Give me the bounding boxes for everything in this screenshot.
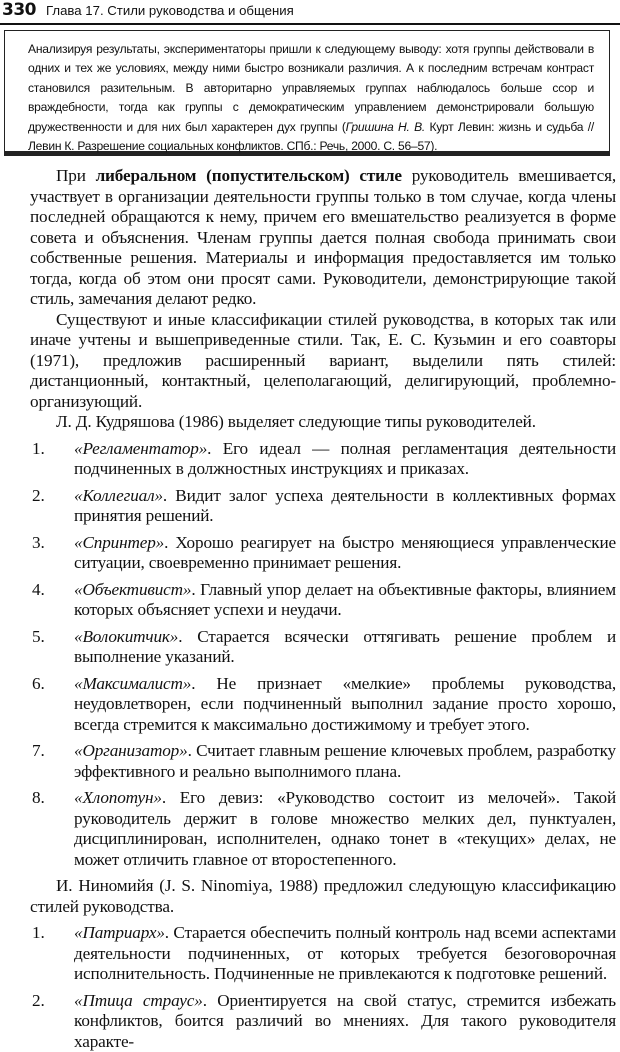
quote-text — [28, 40, 594, 156]
list-term: «Коллегиал» — [74, 486, 163, 505]
p1-start: При — [56, 166, 96, 185]
header-rule — [0, 23, 620, 25]
paragraph-kudryashova: Л. Д. Кудряшова (1986) выделяет следующие типы руководителей. — [30, 412, 616, 433]
kudryashova-list — [30, 439, 616, 871]
list-term: «Волокитчик» — [74, 627, 178, 646]
list-number: 7. — [32, 741, 45, 762]
list-number: 8. — [32, 788, 45, 809]
list-text: . Хорошо реагирует на быстро меняющиеся управленческие ситуации, своевременно принимает решения. — [74, 533, 616, 573]
list-text: . Главный упор делает на объективные факторы, влиянием которых объясняет успехи и неудачи. — [74, 580, 616, 620]
list-term: «Объективист» — [74, 580, 191, 599]
list-item — [30, 533, 616, 574]
list-term: «Регламентатор» — [74, 439, 207, 458]
list-text: . Не признает «мелкие» проблемы руководства, неудовлетворен, если подчиненный выполнил задание просто хорошо, всегда стремится к максимально достижимому и требует этого. — [74, 674, 616, 734]
p1-rest: руководитель вмешивается, участвует в организации деятельности группы только в том случае, когда члены последней обращаются к нему, причем его вмешательство реализуется в форме совета и объяснения. Членам группы дается полная свобода принимать свои собственные решения. Материалы и информация предоставляется им только тогда, когда об этом они просят сами. Руководители, демонстрирующие такой стиль, замечания делают редко. — [30, 166, 616, 308]
list-item — [30, 788, 616, 870]
list-item — [30, 486, 616, 527]
page-number: 330 — [2, 0, 36, 20]
list-term: «Спринтер» — [74, 533, 164, 552]
list-number: 6. — [32, 674, 45, 695]
list-number: 2. — [32, 991, 45, 1012]
list-term: «Организатор» — [74, 741, 188, 760]
body-text — [30, 166, 616, 1052]
list-number: 1. — [32, 923, 45, 944]
list-number: 1. — [32, 439, 45, 460]
list-text: . Считает главным решение ключевых проблем, разработку эффективного и реально выполнимого плана. — [74, 741, 616, 781]
list-number: 5. — [32, 627, 45, 648]
liberal-style-term: либеральном (попустительском) стиле — [96, 166, 402, 185]
list-item — [30, 627, 616, 668]
list-term: «Патриарх» — [74, 923, 165, 942]
list-item — [30, 580, 616, 621]
list-term: «Птица страус» — [74, 991, 203, 1010]
list-item — [30, 439, 616, 480]
list-item — [30, 991, 616, 1052]
list-text: . Старается всячески оттягивать решение проблем и выполнение указаний. — [74, 627, 616, 667]
list-term: «Хлопотун» — [74, 788, 162, 807]
list-item — [30, 674, 616, 736]
ninomiya-list — [30, 923, 616, 1052]
list-item — [30, 923, 616, 985]
quote-cite-source: Курт Левин: жизнь и судьба // Левин К. Разрешение социальных конфликтов. СПб.: Речь, 2000. С. 56–57). — [28, 120, 594, 153]
paragraph-classifications: Существуют и иные классификации стилей руководства, в которых так или иначе учтены и вышеприведенные стили. Так, Е. С. Кузьмин и его соавторы (1971), предложив расширенный вариант, выделили пять стилей: дистанционный, контактный, целеполагающий, делигирующий, проблемно-организующий. — [30, 310, 616, 413]
quote-main: Анализируя результаты, экспериментаторы пришли к следующему выводу: хотя группы действовали в одних и тех же условиях, между ними быстро возникали различия. А к последним встречам контраст становился разительным. В авторитарно управляемых группах наблюдалось больше ссор и враждебности, тогда как группы с демократическим управлением демонстрировали большую дружественности и для них был характерен дух группы ( — [28, 42, 594, 134]
list-text: . Видит залог успеха деятельности в коллективных формах принятия решений. — [74, 486, 616, 526]
list-term: «Максималист» — [74, 674, 191, 693]
quote-cite-author: Гришина Н. В. — [346, 120, 425, 134]
paragraph-ninomiya: И. Ниномийя (J. S. Ninomiya, 1988) предложил следующую классификацию стилей руководства. — [30, 876, 616, 917]
list-text: . Его девиз: «Руководство состоит из мелочей». Такой руководитель держит в голове множество мелких дел, пунктуален, дисциплинирован, исполнителен, однако тонет в «текущих» делах, не может отличить главное от второстепенного. — [74, 788, 616, 869]
list-text: . Ориентируется на свой статус, стремится избежать конфликтов, боится различий во мнениях. Для такого руководителя характе- — [74, 991, 616, 1051]
chapter-title: Глава 17. Стили руководства и общения — [46, 3, 294, 18]
page-header — [0, 0, 620, 26]
list-text: . Старается обеспечить полный контроль над всеми аспектами деятельности подчиненных, от которых требуется безоговорочная исполнительность. Подчиненные не привлекаются к подготовке решений. — [74, 923, 616, 983]
list-number: 4. — [32, 580, 45, 601]
list-number: 2. — [32, 486, 45, 507]
list-item — [30, 741, 616, 782]
list-number: 3. — [32, 533, 45, 554]
paragraph-liberal-style — [30, 166, 616, 310]
list-text: . Его идеал — полная регламентация деятельности подчиненных в должностных инструкциях и приказах. — [74, 439, 616, 479]
